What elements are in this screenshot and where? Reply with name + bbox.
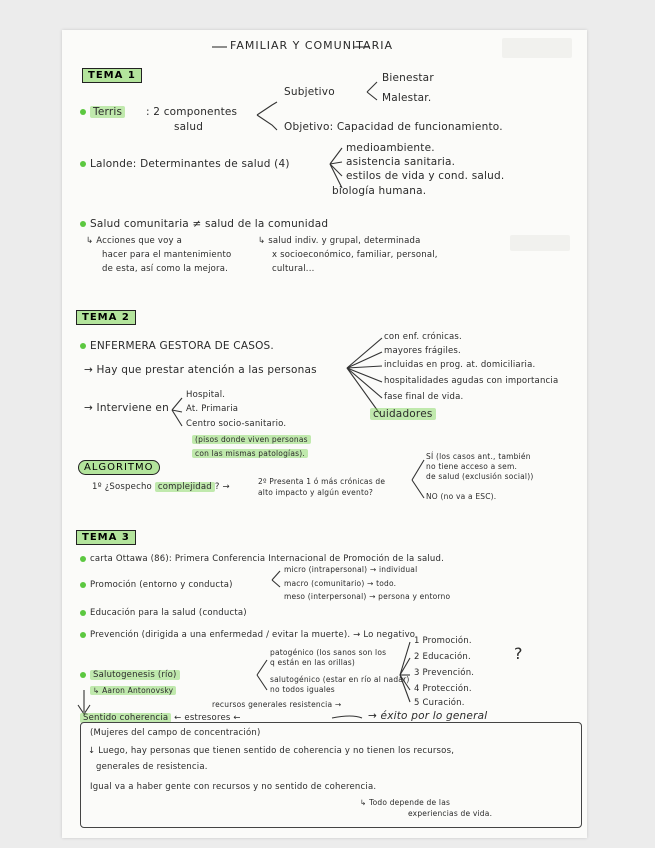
page-title: FAMILIAR Y COMUNITARIA	[230, 39, 393, 52]
terris-line	[80, 106, 125, 118]
recursos-note: recursos generales resistencia →	[212, 700, 342, 709]
summary-line-3: Igual va a haber gente con recursos y no sentido de coherencia.	[90, 782, 377, 792]
cuidadores-label: cuidadores	[370, 408, 436, 420]
lalonde-line: Lalonde: Determinantes de salud (4)	[80, 158, 290, 170]
salutogenico-note: salutogénico (estar en río al nadar) no todos iguales	[270, 675, 410, 694]
lalonde-item-3: estilos de vida y cond. salud.	[346, 170, 505, 182]
levels-5: 5 Curación.	[414, 698, 465, 708]
salud-right-2: x socioeconómico, familiar, personal,	[272, 250, 438, 260]
salud-comunitaria-line: Salud comunitaria ≠ salud de la comunidad	[80, 218, 328, 230]
lalonde-item-4: biología humana.	[332, 185, 427, 197]
bullet-dot-icon	[80, 672, 86, 678]
antonovsky-label: ↳ Aaron Antonovsky	[90, 686, 176, 695]
salud-right-1: ↳ salud indiv. y grupal, determinada	[258, 236, 421, 246]
bullet-dot-icon	[80, 343, 86, 349]
bullet-dot-icon	[80, 610, 86, 616]
bullet-dot-icon	[80, 632, 86, 638]
interviene-label: → Interviene en	[84, 402, 169, 414]
terris-label: Terris	[90, 106, 125, 118]
tema-3-tag: TEMA 3	[76, 530, 136, 545]
salud-left-2: hacer para el mantenimiento	[102, 250, 232, 260]
promocion-line: Promoción (entorno y conducta)	[80, 580, 233, 590]
terris-salud: salud	[174, 121, 204, 133]
levels-4: 4 Protección.	[414, 684, 472, 694]
enfermera-line: ENFERMERA GESTORA DE CASOS.	[80, 340, 274, 352]
interviene-item-1: Hospital.	[186, 390, 226, 400]
bienestar-label: Bienestar	[382, 72, 434, 84]
summary-box	[80, 722, 582, 828]
promocion-meso: meso (interpersonal) → persona y entorno	[284, 592, 451, 601]
lalonde-item-2: asistencia sanitaria.	[346, 156, 456, 168]
interviene-note: (pisos donde viven personas con las mismas patologías).	[192, 433, 311, 461]
salud-right-3: cultural...	[272, 264, 315, 274]
question-mark: ?	[514, 644, 523, 663]
salud-left-3: de esta, así como la mejora.	[102, 264, 229, 274]
algoritmo-step-2: 2º Presenta 1 ó más crónicas de alto impacto y algún evento?	[258, 477, 386, 497]
bullet-dot-icon	[80, 161, 86, 167]
summary-line-1: ↓ Luego, hay personas que tienen sentido de coherencia y no tienen los recursos,	[88, 746, 455, 756]
personas-item-1: con enf. crónicas.	[384, 332, 462, 342]
promocion-micro: micro (intrapersonal) → individual	[284, 565, 418, 574]
subjetivo-label: Subjetivo	[284, 86, 335, 98]
personas-item-4: hospitalidades agudas con importancia	[384, 376, 559, 386]
prevencion-line: Prevención (dirigida a una enfermedad / evitar la muerte). → Lo negativo	[80, 630, 415, 640]
personas-item-5: fase final de vida.	[384, 392, 464, 402]
levels-2: 2 Educación.	[414, 652, 471, 662]
algoritmo-tag: ALGORITMO	[78, 460, 160, 475]
levels-3: 3 Prevención.	[414, 668, 475, 678]
salutogenesis-line: Salutogenesis (río)	[80, 670, 180, 680]
sentido-mujeres: (Mujeres del campo de concentración)	[90, 728, 261, 738]
interviene-item-3: Centro socio-sanitario.	[186, 419, 287, 429]
objetivo-label: Objetivo: Capacidad de funcionamiento.	[284, 121, 503, 133]
personas-item-2: mayores frágiles.	[384, 346, 461, 356]
promocion-macro: macro (comunitario) → todo.	[284, 579, 397, 588]
salud-left-1: ↳ Acciones que voy a	[86, 236, 183, 246]
bullet-dot-icon	[80, 109, 86, 115]
notes-page	[62, 30, 587, 838]
bullet-dot-icon	[80, 582, 86, 588]
bullet-dot-icon	[80, 556, 86, 562]
algoritmo-si: SÍ (los casos ant., también no tiene acceso a sem. de salud (exclusión social))	[426, 452, 534, 481]
carta-ottawa-line: carta Ottawa (86): Primera Conferencia Internacional de Promoción de la salud.	[80, 554, 444, 564]
tema-2-tag: TEMA 2	[76, 310, 136, 325]
bullet-dot-icon	[80, 221, 86, 227]
sentido-coherencia-line: Sentido coherencia ← estresores ←	[80, 713, 241, 723]
tema-1-tag: TEMA 1	[82, 68, 142, 83]
summary-line-2: generales de resistencia.	[96, 762, 208, 772]
malestar-label: Malestar.	[382, 92, 432, 104]
interviene-item-2: At. Primaria	[186, 404, 239, 414]
personas-item-3: incluidas en prog. at. domiciliaria.	[384, 360, 536, 370]
levels-1: 1 Promoción.	[414, 636, 472, 646]
educacion-line: Educación para la salud (conducta)	[80, 608, 247, 618]
algoritmo-no: NO (no va a ESC).	[426, 492, 497, 501]
lalonde-item-1: medioambiente.	[346, 142, 435, 154]
summary-line-5: experiencias de vida.	[408, 809, 493, 818]
terris-components: : 2 componentes	[146, 106, 238, 118]
hay-que-line: → Hay que prestar atención a las personas	[84, 364, 317, 376]
summary-line-4: ↳ Todo depende de las	[360, 798, 451, 807]
patogenico-note: patogénico (los sanos son los q están en las orillas)	[270, 648, 387, 667]
algoritmo-step-1: 1º ¿Sospecho complejidad ? →	[92, 482, 230, 492]
exito-note: → éxito por lo general	[368, 710, 488, 722]
